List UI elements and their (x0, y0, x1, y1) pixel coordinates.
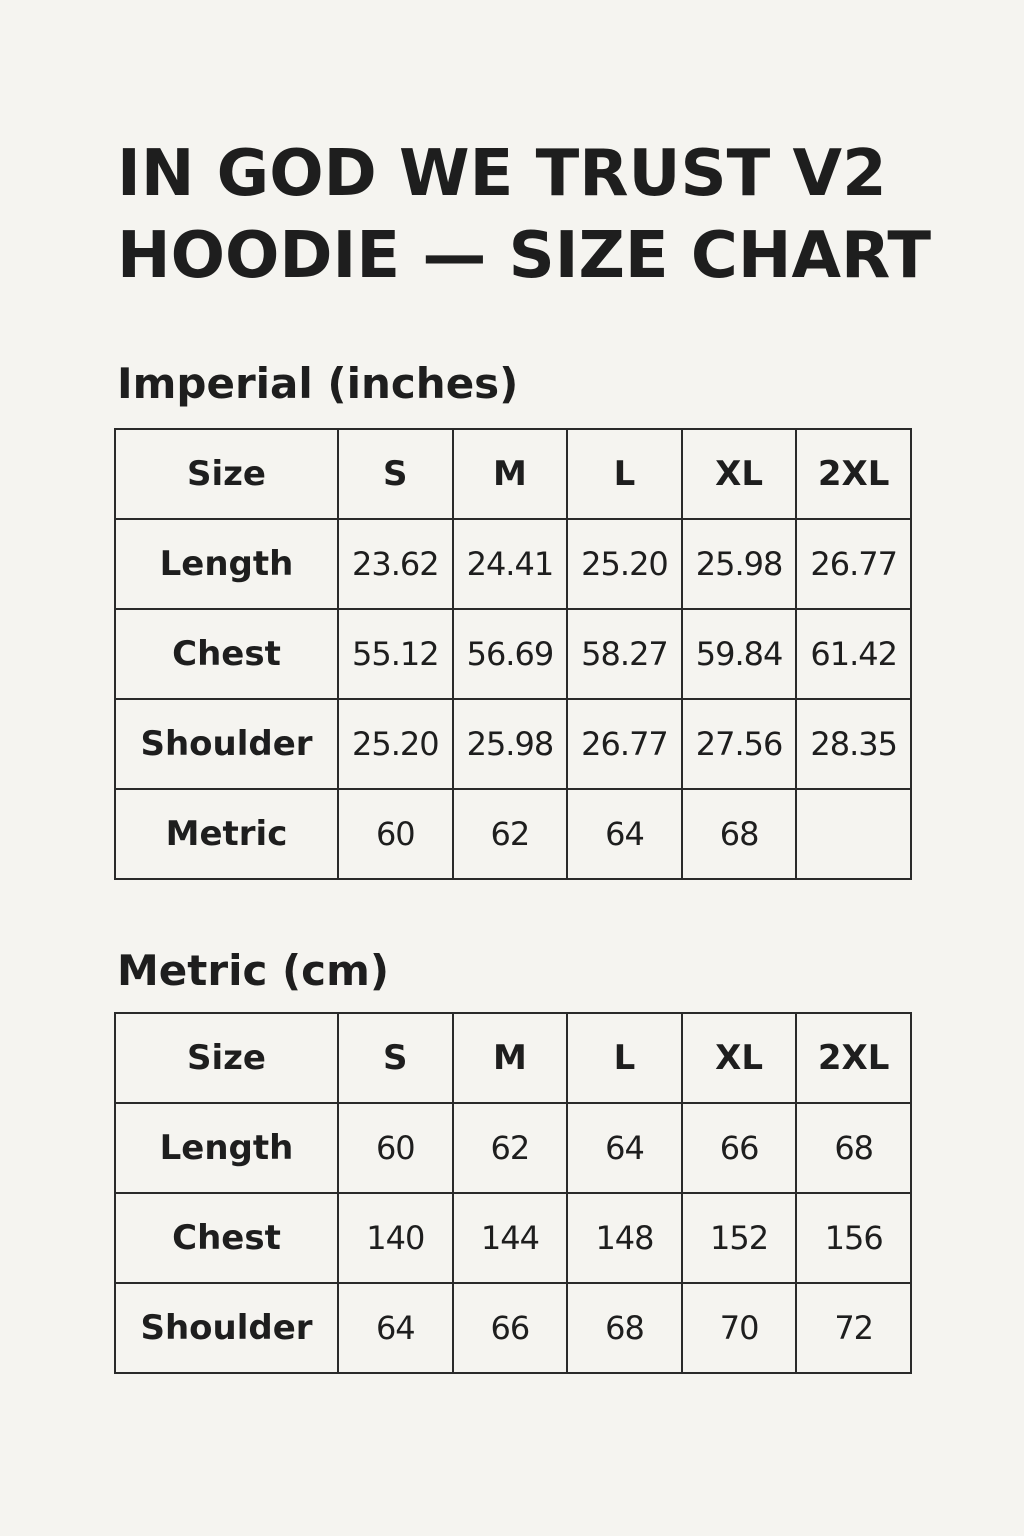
header-cell-s: S (338, 429, 453, 519)
table-row-shoulder (115, 699, 911, 789)
table-cell: 60 (338, 1103, 453, 1193)
row-label: Length (115, 1103, 338, 1193)
page-title (117, 133, 937, 297)
imperial-size-table (114, 428, 912, 880)
metric-size-table (114, 1012, 912, 1374)
table-cell-empty (796, 789, 911, 879)
table-cell: 25.20 (338, 699, 453, 789)
table-cell: 60 (338, 789, 453, 879)
title-line-2: HOODIE — SIZE CHART (117, 219, 932, 293)
table-cell: 64 (338, 1283, 453, 1373)
row-label: Metric (115, 789, 338, 879)
table-cell: 24.41 (453, 519, 568, 609)
row-label: Shoulder (115, 699, 338, 789)
header-cell-s: S (338, 1013, 453, 1103)
table-cell: 26.77 (796, 519, 911, 609)
table-cell: 156 (796, 1193, 911, 1283)
table-cell: 144 (453, 1193, 568, 1283)
table-row-metric (115, 789, 911, 879)
header-cell-m: M (453, 429, 568, 519)
table-cell: 64 (567, 789, 682, 879)
table-cell: 55.12 (338, 609, 453, 699)
table-cell: 68 (567, 1283, 682, 1373)
header-cell-2xl: 2XL (796, 429, 911, 519)
row-label: Chest (115, 1193, 338, 1283)
table-cell: 140 (338, 1193, 453, 1283)
table-cell: 148 (567, 1193, 682, 1283)
table-header-row (115, 1013, 911, 1103)
row-label: Shoulder (115, 1283, 338, 1373)
table-cell: 62 (453, 1103, 568, 1193)
table-cell: 25.98 (453, 699, 568, 789)
table-cell: 66 (682, 1103, 797, 1193)
table-cell: 152 (682, 1193, 797, 1283)
table-row-length (115, 1103, 911, 1193)
table-row-chest (115, 609, 911, 699)
table-cell: 61.42 (796, 609, 911, 699)
table-cell: 58.27 (567, 609, 682, 699)
header-cell-l: L (567, 429, 682, 519)
table-row-length (115, 519, 911, 609)
table-cell: 59.84 (682, 609, 797, 699)
header-cell-xl: XL (682, 429, 797, 519)
table-cell: 66 (453, 1283, 568, 1373)
row-label: Chest (115, 609, 338, 699)
table-cell: 62 (453, 789, 568, 879)
table-cell: 56.69 (453, 609, 568, 699)
header-cell-m: M (453, 1013, 568, 1103)
table-cell: 28.35 (796, 699, 911, 789)
table-row-shoulder (115, 1283, 911, 1373)
metric-heading: Metric (cm) (117, 946, 390, 995)
imperial-heading: Imperial (inches) (117, 359, 519, 408)
table-cell: 64 (567, 1103, 682, 1193)
table-header-row (115, 429, 911, 519)
header-cell-size: Size (115, 429, 338, 519)
table-cell: 68 (682, 789, 797, 879)
header-cell-xl: XL (682, 1013, 797, 1103)
table-cell: 27.56 (682, 699, 797, 789)
row-label: Length (115, 519, 338, 609)
table-cell: 70 (682, 1283, 797, 1373)
header-cell-size: Size (115, 1013, 338, 1103)
table-cell: 25.20 (567, 519, 682, 609)
header-cell-2xl: 2XL (796, 1013, 911, 1103)
header-cell-l: L (567, 1013, 682, 1103)
table-cell: 25.98 (682, 519, 797, 609)
table-cell: 72 (796, 1283, 911, 1373)
table-row-chest (115, 1193, 911, 1283)
table-cell: 23.62 (338, 519, 453, 609)
title-line-1: IN GOD WE TRUST V2 (117, 137, 887, 211)
table-cell: 26.77 (567, 699, 682, 789)
table-cell: 68 (796, 1103, 911, 1193)
